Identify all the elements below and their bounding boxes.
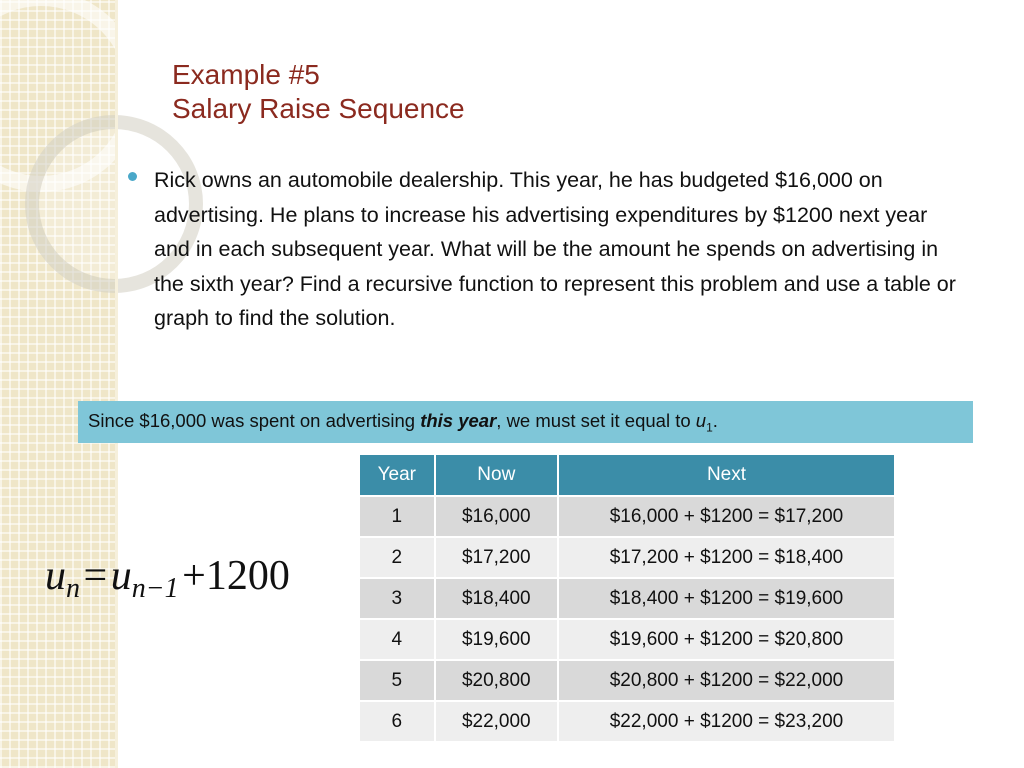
header-year: Year: [359, 454, 435, 496]
slide-title: [172, 58, 465, 126]
cell-now: $20,800: [435, 660, 558, 701]
cell-next: $22,000 + $1200 = $23,200: [558, 701, 895, 742]
cell-year: 3: [359, 578, 435, 619]
cell-now: $16,000: [435, 496, 558, 537]
callout-text: [88, 410, 718, 435]
table-row: [359, 537, 895, 578]
table-row: [359, 578, 895, 619]
formula-lhs-sub: n: [66, 573, 80, 604]
callout-emphasis: this year: [420, 409, 497, 431]
cell-now: $17,200: [435, 537, 558, 578]
callout-before: Since $16,000 was spent on advertising: [88, 409, 421, 431]
header-next: Next: [558, 454, 895, 496]
decorative-side-strip: [0, 0, 115, 768]
table-row: [359, 660, 895, 701]
formula-plus: +1200: [182, 553, 290, 599]
recursive-formula: [45, 552, 290, 605]
table-row: [359, 496, 895, 537]
cell-year: 5: [359, 660, 435, 701]
callout-after: , we must set it equal to: [496, 409, 696, 431]
cell-next: $19,600 + $1200 = $20,800: [558, 619, 895, 660]
bullet-item: [128, 163, 958, 336]
callout-end: .: [712, 409, 718, 431]
cell-year: 1: [359, 496, 435, 537]
cell-next: $16,000 + $1200 = $17,200: [558, 496, 895, 537]
cell-next: $18,400 + $1200 = $19,600: [558, 578, 895, 619]
callout-box: [78, 401, 973, 443]
callout-subscript: 1: [706, 420, 713, 435]
bullet-text: Rick owns an automobile dealership. This year, he has budgeted $16,000 on advertising. He plans to increase his advertising expenditures by $1200 next year and in each subsequent year. What will be the amount he spends on advertising in the sixth year? Find a recursive function to represent this problem and use a table or graph to find the solution.: [154, 168, 956, 330]
cell-now: $19,600: [435, 619, 558, 660]
cell-year: 6: [359, 701, 435, 742]
title-line-1: Example #5: [172, 59, 320, 90]
header-now: Now: [435, 454, 558, 496]
sequence-table: [358, 453, 896, 743]
formula-rhs: u: [110, 553, 132, 599]
title-line-2: Salary Raise Sequence: [172, 93, 465, 124]
formula-rhs-sub: n−1: [131, 573, 179, 604]
bullet-dot-icon: [128, 172, 137, 181]
cell-now: $22,000: [435, 701, 558, 742]
formula-lhs: u: [45, 553, 66, 599]
cell-next: $20,800 + $1200 = $22,000: [558, 660, 895, 701]
table-header-row: [359, 454, 895, 496]
callout-variable: u: [695, 409, 707, 431]
side-strip-edge: [115, 0, 118, 768]
formula-equals: =: [83, 553, 108, 599]
table-row: [359, 701, 895, 742]
cell-year: 4: [359, 619, 435, 660]
cell-next: $17,200 + $1200 = $18,400: [558, 537, 895, 578]
table-row: [359, 619, 895, 660]
cell-now: $18,400: [435, 578, 558, 619]
cell-year: 2: [359, 537, 435, 578]
